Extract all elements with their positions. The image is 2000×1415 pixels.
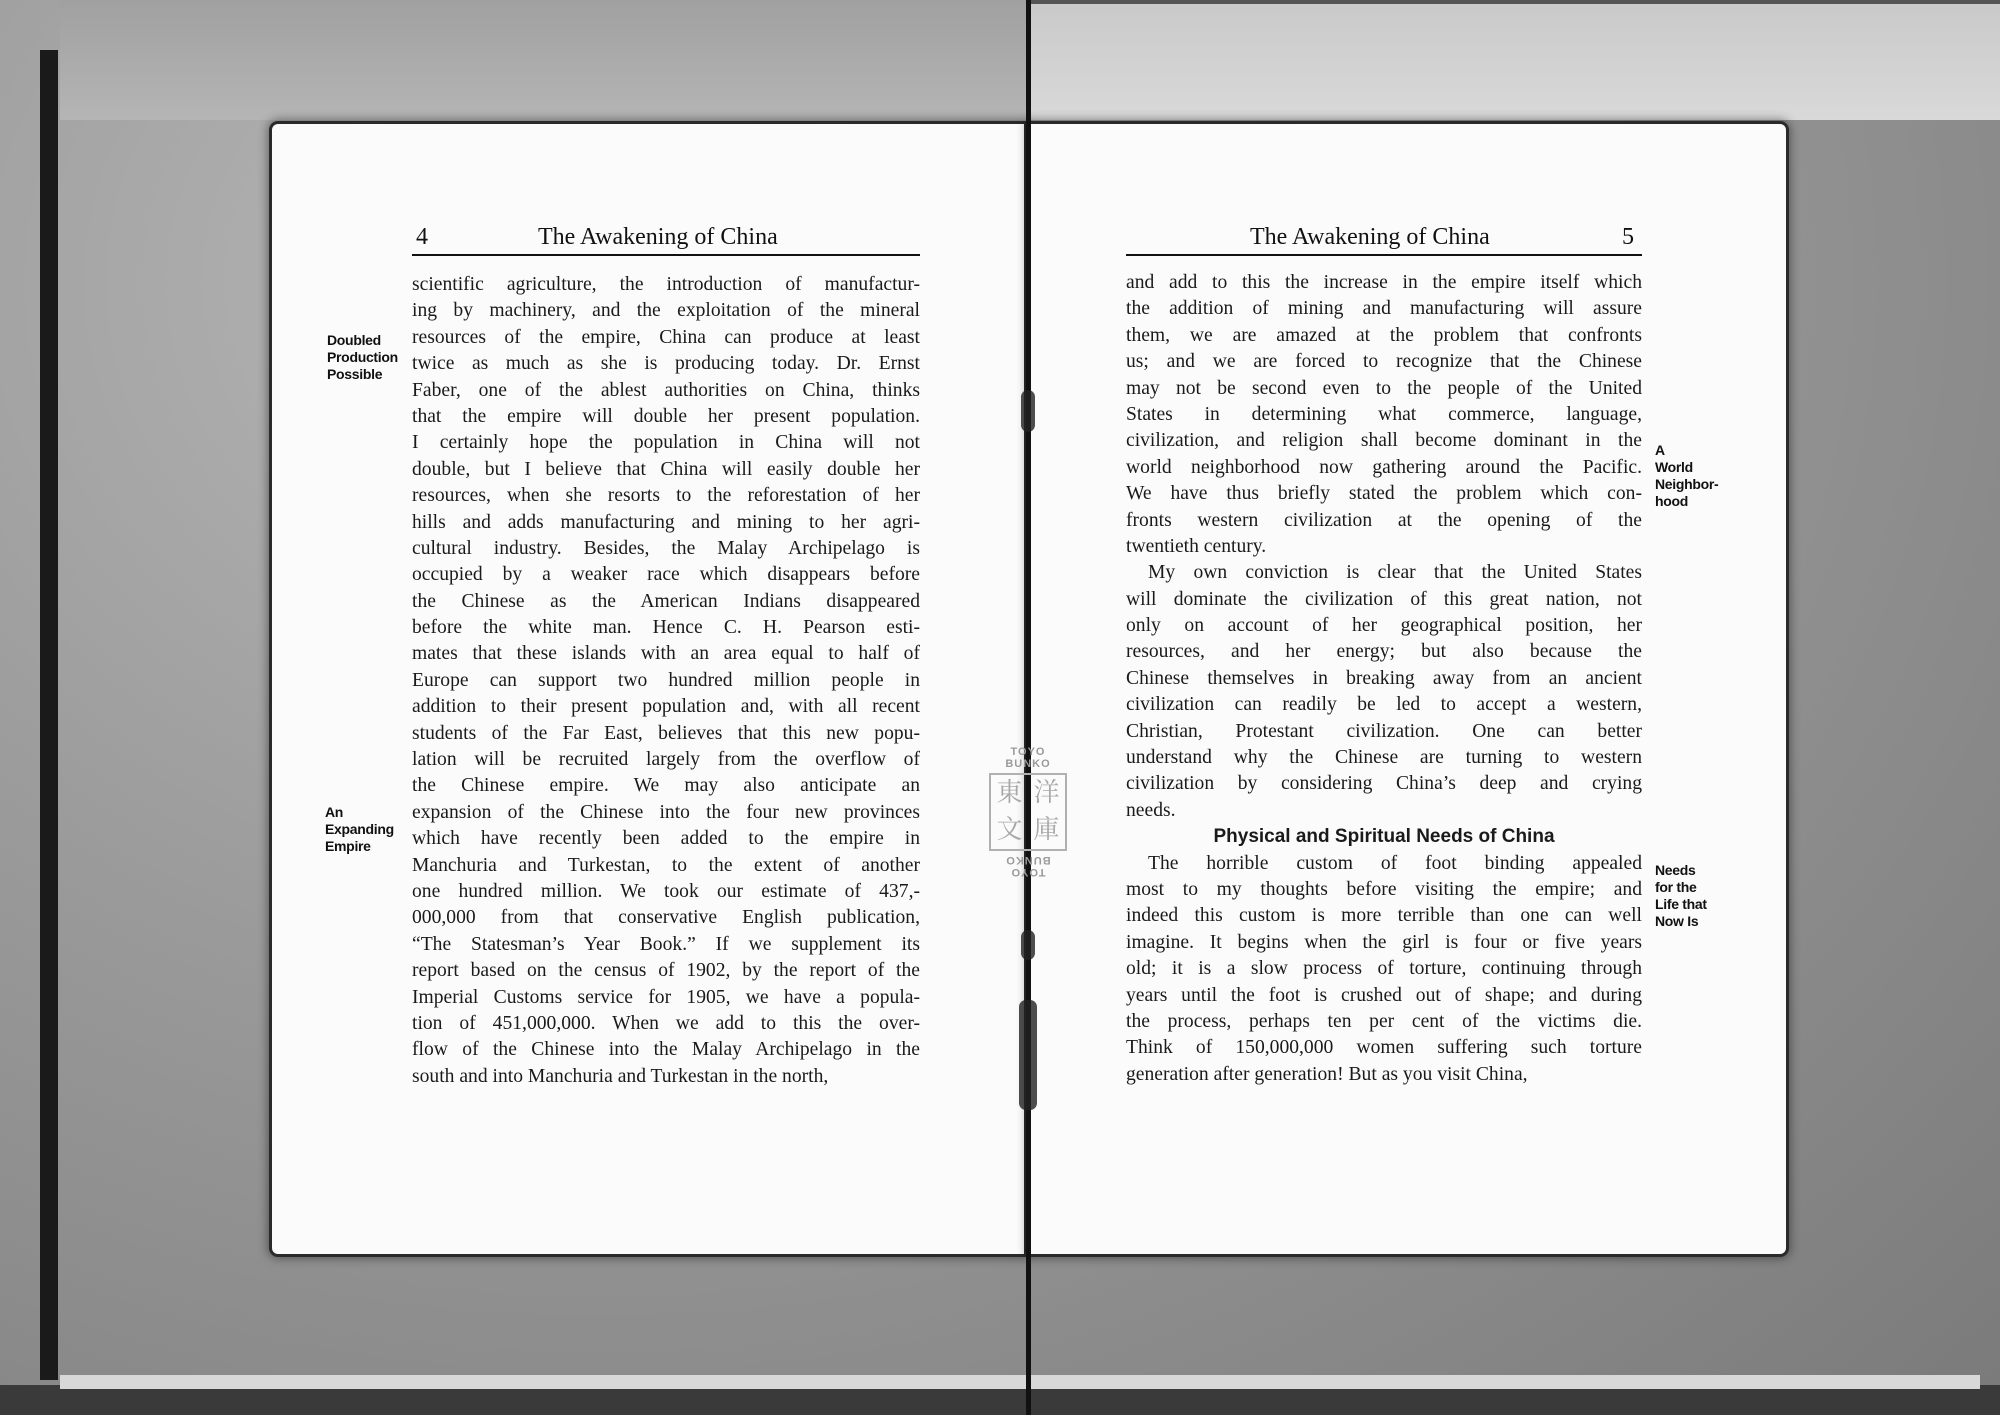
stamp-glyph: 庫 (1033, 814, 1060, 844)
library-stamp (986, 746, 1070, 878)
text-line: resources, and her energy; but also because the (1126, 641, 1642, 663)
text-line: and add to this the increase in the empire itself which (1126, 272, 1642, 293)
text-line: resources, when she resorts to the reforestation of her (412, 485, 920, 507)
scan-edge-left (40, 50, 58, 1380)
text-line: mates that these islands with an area equal to half of (412, 643, 920, 665)
text-line: that the empire will double her present population. (412, 405, 920, 427)
text-line: twentieth century. (1126, 535, 1267, 557)
text-line: the process, perhaps ten per cent of the victims die. (1126, 1010, 1642, 1032)
text-line: which have recently been added to the empire in (412, 828, 920, 850)
stamp-glyph: 文 (996, 814, 1023, 844)
text-line: report based on the census of 1902, by the report of the (412, 960, 920, 982)
text-line: hills and adds manufacturing and mining to her agri- (412, 511, 920, 533)
scan-background-top-left (60, 0, 1026, 120)
stamp-glyph: 東 (996, 777, 1023, 807)
text-line: addition to their present population and, with all recent (412, 696, 920, 718)
margin-note-line: Life that (1655, 896, 1707, 912)
margin-note-line: Expanding (325, 821, 394, 837)
margin-note-line: Needs (1655, 862, 1696, 878)
text-line: occupied by a weaker race which disappears before (412, 564, 920, 586)
left-page-header (412, 222, 920, 256)
section-heading: Physical and Spiritual Needs of China (1213, 826, 1555, 848)
margin-note-world-neighborhood (1655, 442, 1718, 510)
margin-note-needs-for-life (1655, 862, 1707, 930)
gutter-smudge (1021, 390, 1035, 432)
right-page-header (1126, 222, 1642, 256)
stamp-bottom-text: TOYO BUNKO (1005, 854, 1051, 878)
margin-note-line: World (1655, 459, 1693, 475)
text-line: before the white man. Hence C. H. Pearson esti- (412, 617, 920, 639)
margin-note-expanding-empire (325, 804, 394, 855)
text-line: the Chinese empire. We may also anticipate an (412, 775, 920, 797)
text-line: double, but I believe that China will easily double her (412, 458, 920, 480)
text-line: “The Statesman’s Year Book.” If we supplement its (412, 933, 920, 955)
margin-note-line: Now Is (1655, 913, 1699, 929)
scan-paper-edge-bottom (60, 1375, 1980, 1389)
text-line: Manchuria and Turkestan, to the extent of another (412, 854, 920, 876)
text-line: twice as much as she is producing today. Dr. Ernst (412, 353, 920, 375)
scan-background-top-right (1026, 0, 2000, 120)
text-line: tion of 451,000,000. When we add to this the over- (412, 1012, 920, 1034)
page-number: 5 (1622, 224, 1634, 250)
text-line: most to my thoughts before visiting the empire; and (1126, 878, 1642, 900)
text-line: will dominate the civilization of this great nation, not (1126, 588, 1642, 610)
left-page-body (412, 272, 920, 1090)
text-line: students of the Far East, believes that this new popu- (412, 722, 920, 744)
margin-note-line: A (1655, 442, 1665, 458)
text-line: cultural industry. Besides, the Malay Archipelago is (412, 537, 920, 559)
text-line: years until the foot is crushed out of shape; and during (1126, 984, 1642, 1006)
stamp-top-text: TOYO BUNKO (1005, 746, 1051, 770)
running-title: The Awakening of China (538, 224, 778, 250)
text-line: States in determining what commerce, language, (1126, 403, 1642, 425)
text-line: Faber, one of the ablest authorities on China, thinks (412, 379, 920, 401)
stamp-seal (989, 773, 1067, 851)
text-line: civilization, and religion shall become dominant in the (1126, 430, 1642, 452)
text-line: The horrible custom of foot binding appealed (1148, 852, 1642, 874)
gutter-smudge (1021, 930, 1035, 960)
scan-edge-bottom (0, 1385, 2000, 1415)
text-line: We have thus briefly stated the problem which con- (1126, 483, 1642, 505)
text-line: Think of 150,000,000 women suffering such torture (1126, 1037, 1642, 1059)
margin-note-line: An (325, 804, 344, 820)
text-line: lation will be recruited largely from the overflow of (412, 749, 920, 771)
text-line: Imperial Customs service for 1905, we have a popula- (412, 986, 920, 1008)
margin-note-line: Possible (327, 366, 383, 382)
margin-note-line: Production (327, 349, 398, 365)
text-line: flow of the Chinese into the Malay Archipelago in the (412, 1039, 920, 1061)
text-line: resources of the empire, China can produce at least (412, 326, 920, 348)
margin-note-line: Neighbor- (1655, 476, 1719, 492)
text-line: indeed this custom is more terrible than one can well (1126, 905, 1642, 927)
text-line: My own conviction is clear that the United States (1148, 562, 1642, 584)
text-line: ing by machinery, and the exploitation of the mineral (412, 300, 920, 322)
text-line: I certainly hope the population in China will not (412, 432, 920, 454)
text-line: imagine. It begins when the girl is four or five years (1126, 931, 1642, 953)
text-line: may not be second even to the people of the United (1126, 377, 1642, 399)
margin-note-line: for the (1655, 879, 1697, 895)
margin-note-doubled-production (327, 332, 398, 383)
page-number: 4 (416, 224, 428, 250)
text-line: Chinese themselves in breaking away from an ancient (1126, 667, 1642, 689)
text-line: needs. (1126, 799, 1176, 821)
book-spine (1026, 0, 1031, 1415)
text-line: the Chinese as the American Indians disappeared (412, 590, 920, 612)
text-line: one hundred million. We took our estimate of 437,- (412, 880, 920, 902)
text-line: civilization can readily be led to accept a western, (1126, 694, 1642, 716)
right-page-body (1126, 270, 1642, 1088)
text-line: south and into Manchuria and Turkestan in the north, (412, 1065, 829, 1087)
gutter-smudge (1019, 1000, 1037, 1110)
text-line: Europe can support two hundred million people in (412, 669, 920, 691)
text-line: expansion of the Chinese into the four new provinces (412, 801, 920, 823)
text-line: the addition of mining and manufacturing will assure (1126, 298, 1642, 320)
margin-note-line: Doubled (327, 332, 381, 348)
text-line: civilization by considering China’s deep and crying (1126, 773, 1642, 795)
text-line: scientific agriculture, the introduction of manufactur- (412, 274, 920, 295)
margin-note-line: Empire (325, 838, 371, 854)
scan-edge (1026, 0, 2000, 4)
stamp-glyph: 洋 (1033, 777, 1060, 807)
text-line: 000,000 from that conservative English publication, (412, 907, 920, 929)
running-title: The Awakening of China (1250, 224, 1490, 250)
text-line: them, we are amazed at the problem that confronts (1126, 324, 1642, 346)
text-line: old; it is a slow process of torture, continuing through (1126, 958, 1642, 980)
text-line: generation after generation! But as you visit China, (1126, 1063, 1528, 1085)
text-line: Christian, Protestant civilization. One can better (1126, 720, 1642, 742)
text-line: fronts western civilization at the opening of the (1126, 509, 1642, 531)
text-line: world neighborhood now gathering around the Pacific. (1126, 456, 1642, 478)
text-line: only on account of her geographical position, her (1126, 615, 1642, 637)
text-line: understand why the Chinese are turning to western (1126, 747, 1642, 769)
margin-note-line: hood (1655, 493, 1689, 509)
text-line: us; and we are forced to recognize that the Chinese (1126, 351, 1642, 373)
